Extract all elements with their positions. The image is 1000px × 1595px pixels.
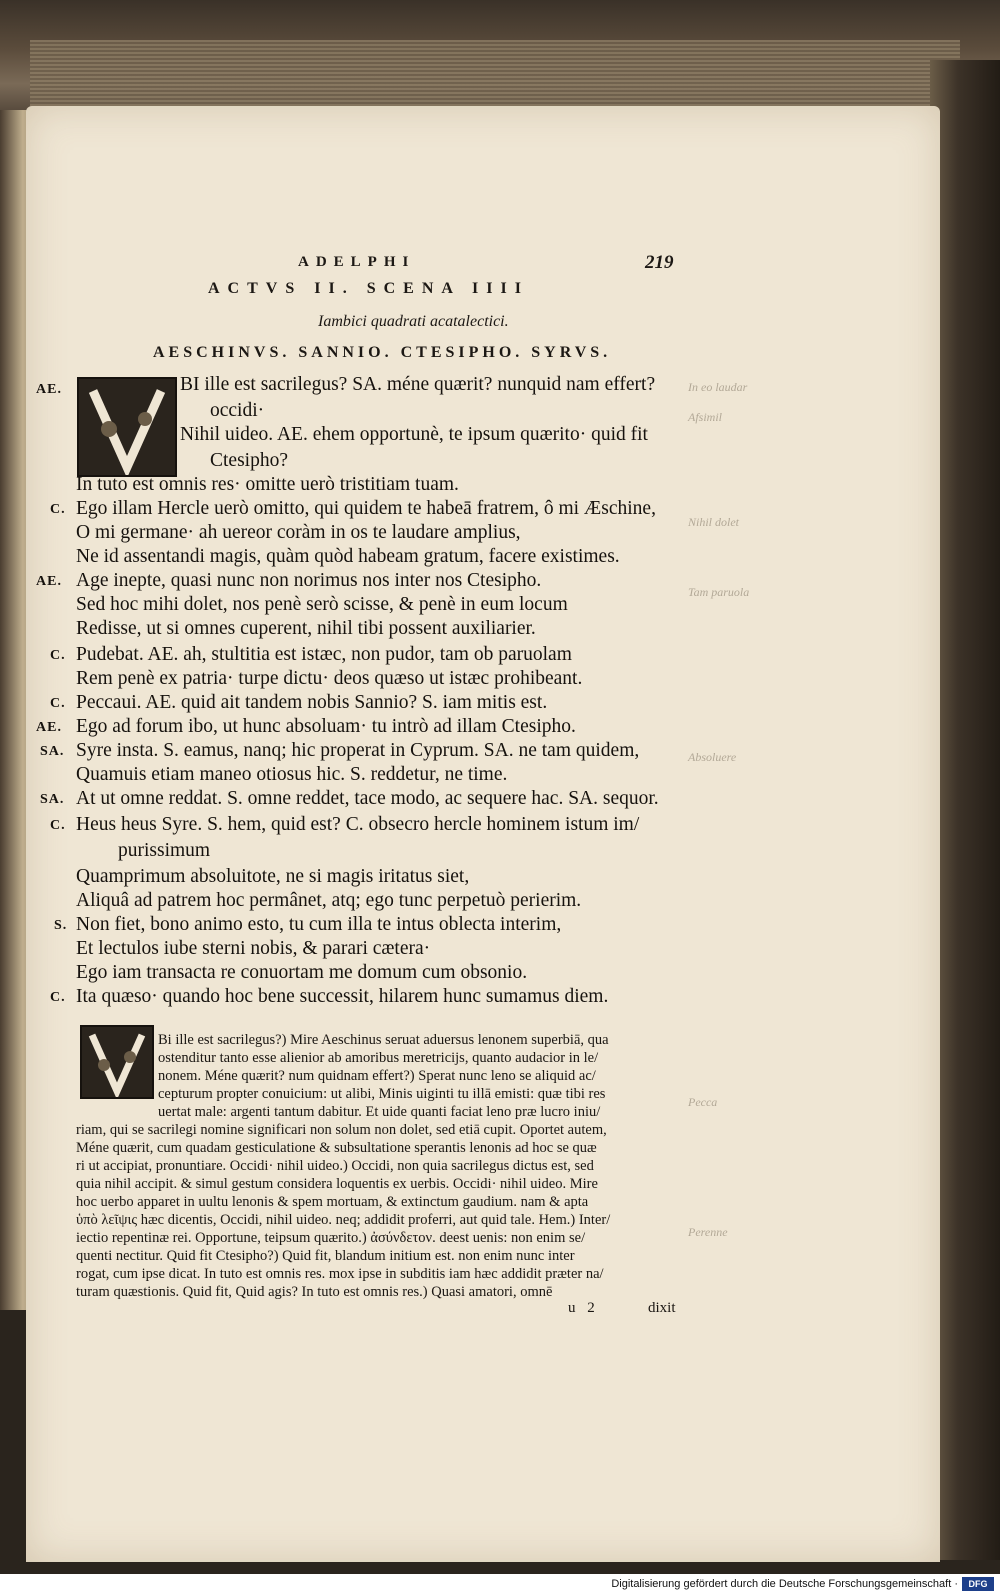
commentary-line: ostenditur tanto esse alienior ab amoribus meretricijs, quanto audacior in le/: [158, 1050, 599, 1066]
speaker-label: SA.: [40, 792, 65, 807]
speaker-label: SA.: [40, 744, 65, 759]
book-fore-edge: [930, 60, 1000, 1560]
page-block-edges: [30, 40, 960, 110]
verse-line: Ita quæso· quando hoc bene successit, hilarem hunc sumamus diem.: [76, 986, 609, 1007]
dfg-logo: DFG: [962, 1577, 994, 1591]
commentary-line: hoc uerbo apparet in uultu lenonis & spem mortuam, & extinctum gaudium. nam & apta: [76, 1194, 589, 1210]
verse-line: Aliquâ ad patrem hoc permânet, atq; ego tunc perpetuò perierim.: [76, 890, 582, 911]
commentary-line: iectio repentinæ rei. Opportune, teipsum quærito.) ἀσύνδετον. deest uenis: non enim se/: [76, 1230, 586, 1246]
folio-number: 219: [645, 252, 674, 273]
verse-line: Ego ad forum ibo, ut hunc absoluam· tu intrò ad illam Ctesipho.: [76, 716, 576, 737]
meter-heading: Iambici quadrati acatalectici.: [318, 313, 509, 330]
speaker-label: C.: [50, 990, 66, 1005]
commentary-line: quia nihil accipit. & simul gestum considera loquentis ex uerbis. Occidi· nihil uideo. Mire: [76, 1176, 598, 1192]
verse-line: In tuto est omnis res· omitte uerò tristitiam tuam.: [76, 474, 459, 495]
verse-line: Rem penè ex patria· turpe dictu· deos quæso ut istæc prohibeant.: [76, 668, 583, 689]
dramatis-personae: AESCHINVS. SANNIO. CTESIPHO. SYRVS.: [153, 344, 612, 361]
decorated-initial-v: [77, 377, 177, 477]
speaker-label: AE.: [36, 574, 62, 589]
speaker-label: AE.: [36, 720, 62, 735]
catchword: dixit: [648, 1300, 676, 1316]
bleed-through-text: Tam paruola: [688, 585, 750, 599]
commentary-line: ὑπὸ λεῖψις hæc dicentis, Occidi, nihil uideo. neq; addidit proferri, aut quid tale. Hem.) Inter/: [76, 1212, 611, 1228]
speaker-label: AE.: [36, 382, 62, 397]
verse-line: Age inepte, quasi nunc non norimus nos inter nos Ctesipho.: [76, 570, 542, 591]
verse-line: At ut omne reddat. S. omne reddet, tace modo, ac sequere hac. SA. sequor.: [76, 788, 659, 809]
commentary-line: quenti nectitur. Quid fit Ctesipho?) Quid fit, blandum initium est. non enim nunc inter: [76, 1248, 575, 1264]
footer-bar: [0, 1574, 1000, 1595]
bleed-through-text: Afsimil: [688, 410, 723, 424]
bleed-through-text: Nihil dolet: [688, 515, 739, 529]
bleed-through-text: Perenne: [688, 1225, 728, 1239]
verse-line: Ctesipho?: [210, 450, 288, 471]
verse-line: Quamprimum absoluitote, ne si magis iritatus siet,: [76, 866, 470, 887]
speaker-label: C.: [50, 818, 66, 833]
bleed-through-text: In eo laudar: [688, 380, 748, 394]
verse-line: Non fiet, bono animo esto, tu cum illa te intus oblecta interim,: [76, 914, 562, 935]
signature-mark: u 2: [568, 1300, 599, 1316]
verse-line: O mi germane· ah uereor coràm in os te laudare amplius,: [76, 522, 521, 543]
bleed-through-text: Pecca: [688, 1095, 718, 1109]
speaker-label: C.: [50, 648, 66, 663]
footer-credit: Digitalisierung gefördert durch die Deutsche Forschungsgemeinschaft ·: [611, 1578, 958, 1590]
verse-line: Ego illam Hercle uerò omitto, qui quidem te habeā fratrem, ô mi Æschine,: [76, 498, 656, 519]
commentary-line: nonem. Méne quærit? num quidnam effert?) Sperat nunc leno se aliquid ac/: [158, 1068, 596, 1084]
act-title: ACTVS II. SCENA IIII: [208, 280, 529, 297]
commentary-line: uertat male: argenti tantum dabitur. Et uide quanti faciat leno præ lucro iniu/: [158, 1104, 601, 1120]
verse-line: BI ille est sacrilegus? SA. méne quærit? nunquid nam effert?: [180, 374, 656, 395]
verse-line: Pudebat. AE. ah, stultitia est istæc, non pudor, tam ob paruolam: [76, 644, 572, 665]
verse-line: occidi·: [210, 400, 265, 421]
commentary-line: ri ut accipiat, pronuntiare. Occidi· nihil uideo.) Occidi, non quia sacrilegus dictus est, sed: [76, 1158, 594, 1174]
verse-line: purissimum: [118, 840, 211, 861]
commentary-line: cepturum propter conuicium: ut alibi, Minis uiginti tu illā emisti: quæ tibi res: [158, 1086, 606, 1102]
verse-line: Peccaui. AE. quid ait tandem nobis Sannio? S. iam mitis est.: [76, 692, 548, 713]
verse-line: Quamuis etiam maneo otiosus hic. S. reddetur, ne time.: [76, 764, 508, 785]
running-head: ADELPHI: [298, 254, 416, 270]
verse-line: Heus heus Syre. S. hem, quid est? C. obsecro hercle hominem istum im/: [76, 814, 640, 835]
verse-line: Ne id assentandi magis, quàm quòd habeam gratum, facere existimes.: [76, 546, 620, 567]
commentary-line: Méne quærit, cum quadam gesticulatione & subsultatione sperantis lenonis ad hoc se quæ: [76, 1140, 597, 1156]
commentary-line: rogat, cum ipse dicat. In tuto est omnis res. mox ipse in subditis iam hæc addidit præter na/: [76, 1266, 604, 1282]
speaker-label: C.: [50, 696, 66, 711]
commentary-line: riam, qui se sacrilegi nomine significari non solum non dolet, sed etiā cupit. Oportet autem,: [76, 1122, 607, 1138]
verse-line: Sed hoc mihi dolet, nos penè serò scisse, & penè in eum locum: [76, 594, 568, 615]
verse-line: Et lectulos iube sterni nobis, & parari cætera·: [76, 938, 431, 959]
verse-line: Nihil uideo. AE. ehem opportunè, te ipsum quærito· quid fit: [180, 424, 648, 445]
commentary-line: turam quæstionis. Quid fit, Quid agis? In tuto est omnis res.) Quasi amatori, omnē: [76, 1284, 553, 1300]
commentary-line: Bi ille est sacrilegus?) Mire Aeschinus seruat aduersus lenonem superbiā, qua: [158, 1032, 609, 1048]
verse-line: Redisse, ut si omnes cuperent, nihil tibi possent auxiliarier.: [76, 618, 536, 639]
speaker-label: S.: [54, 918, 68, 933]
speaker-label: C.: [50, 502, 66, 517]
verse-line: Syre insta. S. eamus, nanq; hic properat in Cyprum. SA. ne tam quidem,: [76, 740, 640, 761]
decorated-initial-v-small: [80, 1025, 154, 1099]
bleed-through-text: Absoluere: [688, 750, 737, 764]
verse-line: Ego iam transacta re conuortam me domum cum obsonio.: [76, 962, 528, 983]
